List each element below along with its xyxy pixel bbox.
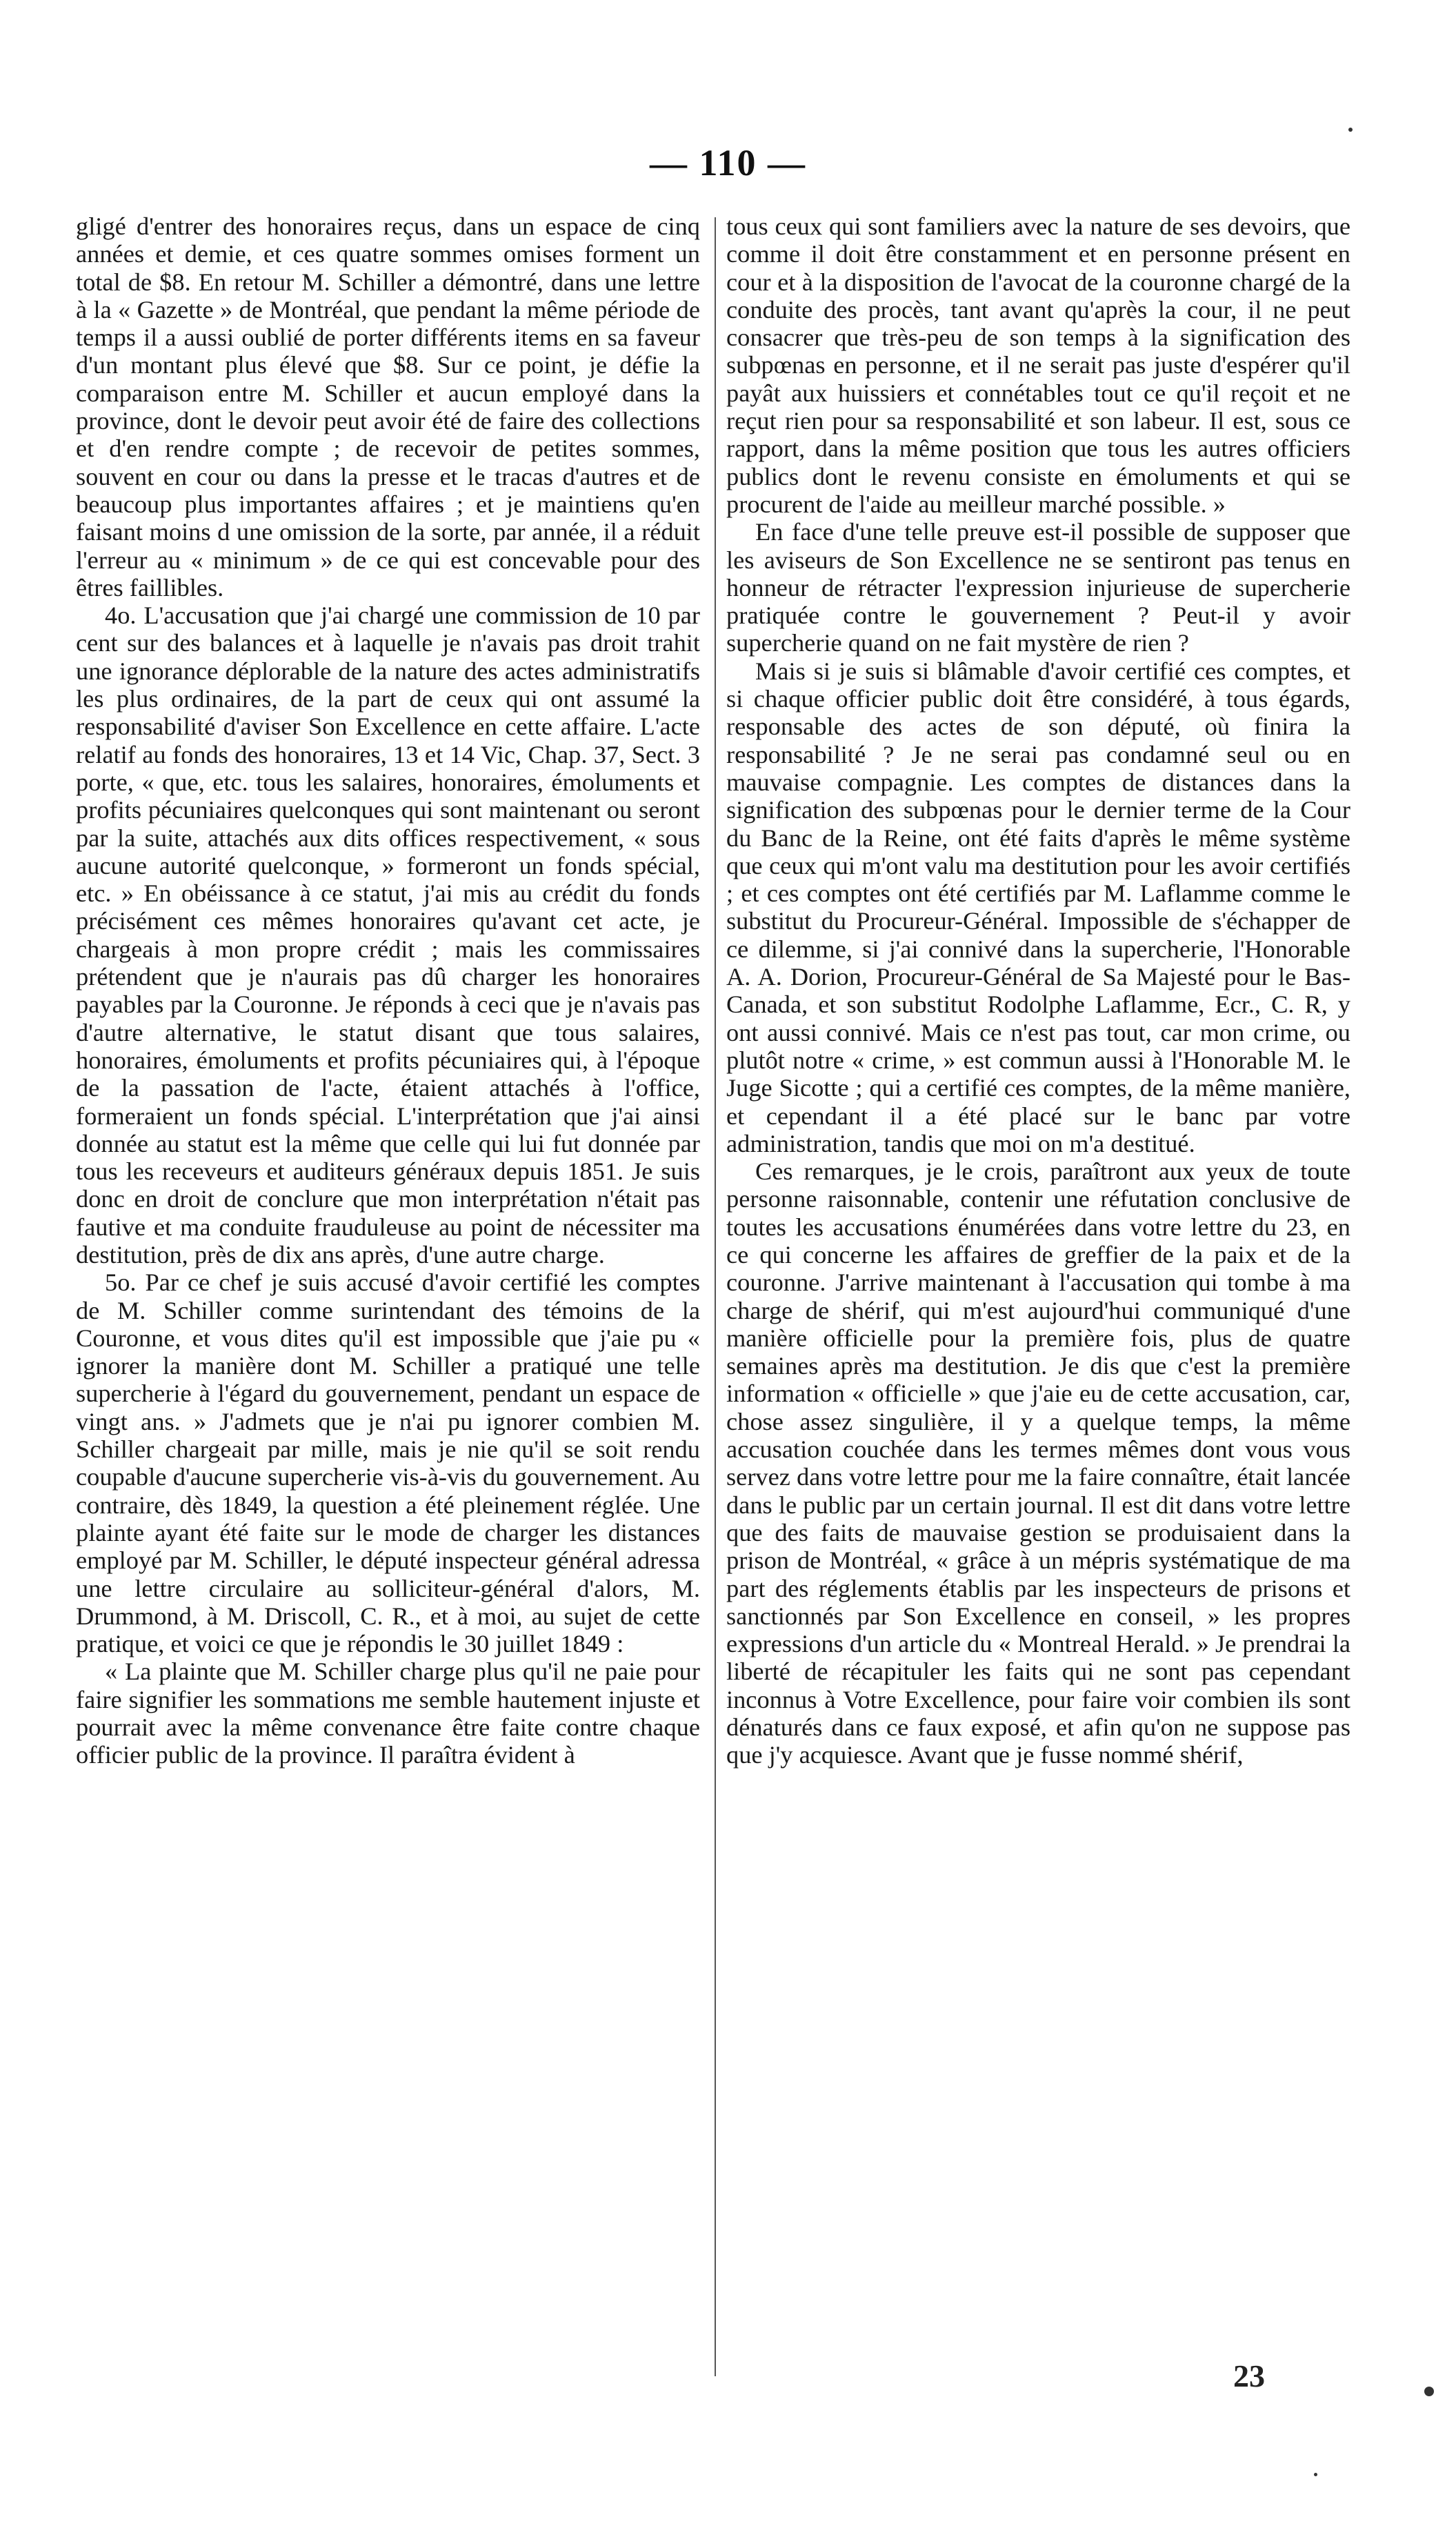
page-number: — 110 — [649, 142, 807, 183]
ink-speck [1348, 128, 1353, 132]
paragraph: gligé d'entrer des honoraires reçus, dans un espace de cinq années et demie, et ces quatre sommes omises forment un total de $8. En retour M. Schiller a démontré, dans une lettre à la « Gazette » de Montréal, que pendant la même période de temps il a aussi oublié de porter différents items en sa faveur d'un montant plus élevé que $8. Sur ce point, je défie la comparaison entre M. Schiller et aucun employé dans la province, dont le devoir peut avoir été de faire des collections et d'en rendre compte ; de recevoir de petites sommes, souvent en cour ou dans la presse et le tracas d'autres et de beaucoup plus importantes affaires ; et je maintiens qu'en faisant moins d une omission de la sorte, par année, il a réduit l'erreur au « minimum » de ce qui est concevable pour des êtres faillibles. [76, 212, 700, 601]
signature-mark: 23 [1233, 2358, 1265, 2393]
paragraph: tous ceux qui sont familiers avec la nature de ses devoirs, que comme il doit être constamment et en personne présent en cour et à la disposition de l'avocat de la couronne chargé de la conduite des procès, tant avant qu'après la cour, il ne peut consacrer que très-peu de son temps à la signification des subpœnas en personne, et il ne serait pas juste d'espérer qu'il payât aux huissiers et connétables tout ce qu'il reçoit et ne reçut rien pour sa responsabilité et son labeur. Il est, sous ce rapport, dans la même position que tous les autres officiers publics dont le revenu consiste en émoluments et qui se procurent de l'aide au meilleur marché possible. » [726, 212, 1350, 518]
ink-speck [1424, 2387, 1434, 2396]
paragraph: En face d'une telle preuve est-il possible de supposer que les aviseurs de Son Excellence ne se sentiront pas tenus en honneur de rétracter l'expression injurieuse de supercherie pratiquée contre le gouvernement ? Peut-il y avoir supercherie quand on ne fait mystère de rien ? [726, 518, 1350, 657]
left-column [76, 212, 700, 1769]
paragraph: 4o. L'accusation que j'ai chargé une commission de 10 par cent sur des balances et à laquelle je n'avais pas droit trahit une ignorance déplorable de la nature des actes administratifs les plus ordinaires, de la part de ceux qui ont assumé la responsabilité d'aviser Son Excellence en cette affaire. L'acte relatif au fonds des honoraires, 13 et 14 Vic, Chap. 37, Sect. 3 porte, « que, etc. tous les salaires, honoraires, émoluments et profits pécuniaires quelconques qui sont maintenant ou seront par la suite, attachés aux dits offices respectivement, « sous aucune autorité quelconque, » formeront un fonds spécial, etc. » En obéissance à ce statut, j'ai mis au crédit du fonds précisément ces mêmes honoraires qu'avant cet acte, je chargeais à mon propre crédit ; mais les commissaires prétendent que je n'aurais pas dû charger les honoraires payables par la Couronne. Je réponds à ceci que je n'avais pas d'autre alternative, le statut disant que tous salaires, honoraires, émoluments et profits pécuniaires qui, à l'époque de la passation de l'acte, étaient attachés à l'office, formeraient un fonds spécial. L'interprétation que j'ai ainsi donnée au statut est la même que celle qui lui fut donnée par tous les receveurs et auditeurs généraux depuis 1851. Je suis donc en droit de conclure que mon interprétation n'était pas fautive et ma conduite frauduleuse au point de nécessiter ma destitution, près de dix ans après, d'une autre charge. [76, 601, 700, 1268]
column-rule [715, 217, 716, 2376]
ink-speck [1314, 2473, 1317, 2476]
paragraph: 5o. Par ce chef je suis accusé d'avoir certifié les comptes de M. Schiller comme surintendant des témoins de la Couronne, et vous dites qu'il est impossible que j'aie pu « ignorer la manière dont M. Schiller a pratiqué une telle supercherie à l'égard du gouvernement, pendant un espace de vingt ans. » J'admets que je n'ai pu ignorer combien M. Schiller chargeait par mille, mais je nie qu'il se soit rendu coupable d'aucune supercherie vis-à-vis du gouvernement. Au contraire, dès 1849, la question a été pleinement réglée. Une plainte ayant été faite sur le mode de charger les distances employé par M. Schiller, le député inspecteur général adressa une lettre circulaire au solliciteur-général d'alors, M. Drummond, à M. Driscoll, C. R., et à moi, au sujet de cette pratique, et voici ce que je répondis le 30 juillet 1849 : [76, 1268, 700, 1658]
paragraph: Mais si je suis si blâmable d'avoir certifié ces comptes, et si chaque officier public doit être considéré, à tous égards, responsable des actes de son député, où finira la responsabilité ? Je ne serai pas condamné seul ou en mauvaise compagnie. Les comptes de distances dans la signification des subpœnas pour le dernier terme de la Cour du Banc de la Reine, ont été faits d'après le même système que ceux qui m'ont valu ma destitution pour les avoir certifiés ; et ces comptes ont été certifiés par M. Laflamme comme le substitut du Procureur-Général. Impossible de s'échapper de ce dilemme, si j'ai connivé dans la supercherie, l'Honorable A. A. Dorion, Procureur-Général de Sa Majesté pour le Bas-Canada, et son substitut Rodolphe Laflamme, Ecr., C. R, y ont aussi connivé. Mais ce n'est pas tout, car mon crime, ou plutôt notre « crime, » est commun aussi à l'Honorable M. le Juge Sicotte ; qui a certifié ces comptes, de la même manière, et cependant il a été placé sur le banc par votre administration, tandis que moi on m'a destitué. [726, 657, 1350, 1157]
paragraph: « La plainte que M. Schiller charge plus qu'il ne paie pour faire signifier les sommations me semble hautement injuste et pourrait avec la même convenance être faite contre chaque officier public de la province. Il paraîtra évident à [76, 1658, 700, 1769]
right-column [726, 212, 1350, 1769]
paragraph: Ces remarques, je le crois, paraîtront aux yeux de toute personne raisonnable, contenir une réfutation conclusive de toutes les accusations énumérées dans votre lettre du 23, en ce qui concerne les affaires de greffier de la paix et de la couronne. J'arrive maintenant à l'accusation qui tombe à ma charge de shérif, qui m'est aujourd'hui communiqué d'une manière officielle pour la première fois, plus de quatre semaines après ma destitution. Je dis que c'est la première information « officielle » que j'aie eu de cette accusation, car, chose assez singulière, il y a quelque temps, la même accusation couchée dans les termes mêmes dont vous vous servez dans votre lettre pour me la faire connaître, était lancée dans le public par un certain journal. Il est dit dans votre lettre que des faits de mauvaise gestion se produisaient dans la prison de Montréal, « grâce à un mépris systématique de ma part des réglements établis par les inspecteurs de prisons et sanctionnés par Son Excellence en conseil, » les propres expressions d'un article du « Montreal Herald. » Je prendrai la liberté de récapituler les faits qui ne sont pas cependant inconnus à Votre Excellence, pour faire voir combien ils sont dénaturés dans ce faux exposé, et afin qu'on ne suppose pas que j'y acquiesce. Avant que je fusse nommé shérif, [726, 1157, 1350, 1769]
